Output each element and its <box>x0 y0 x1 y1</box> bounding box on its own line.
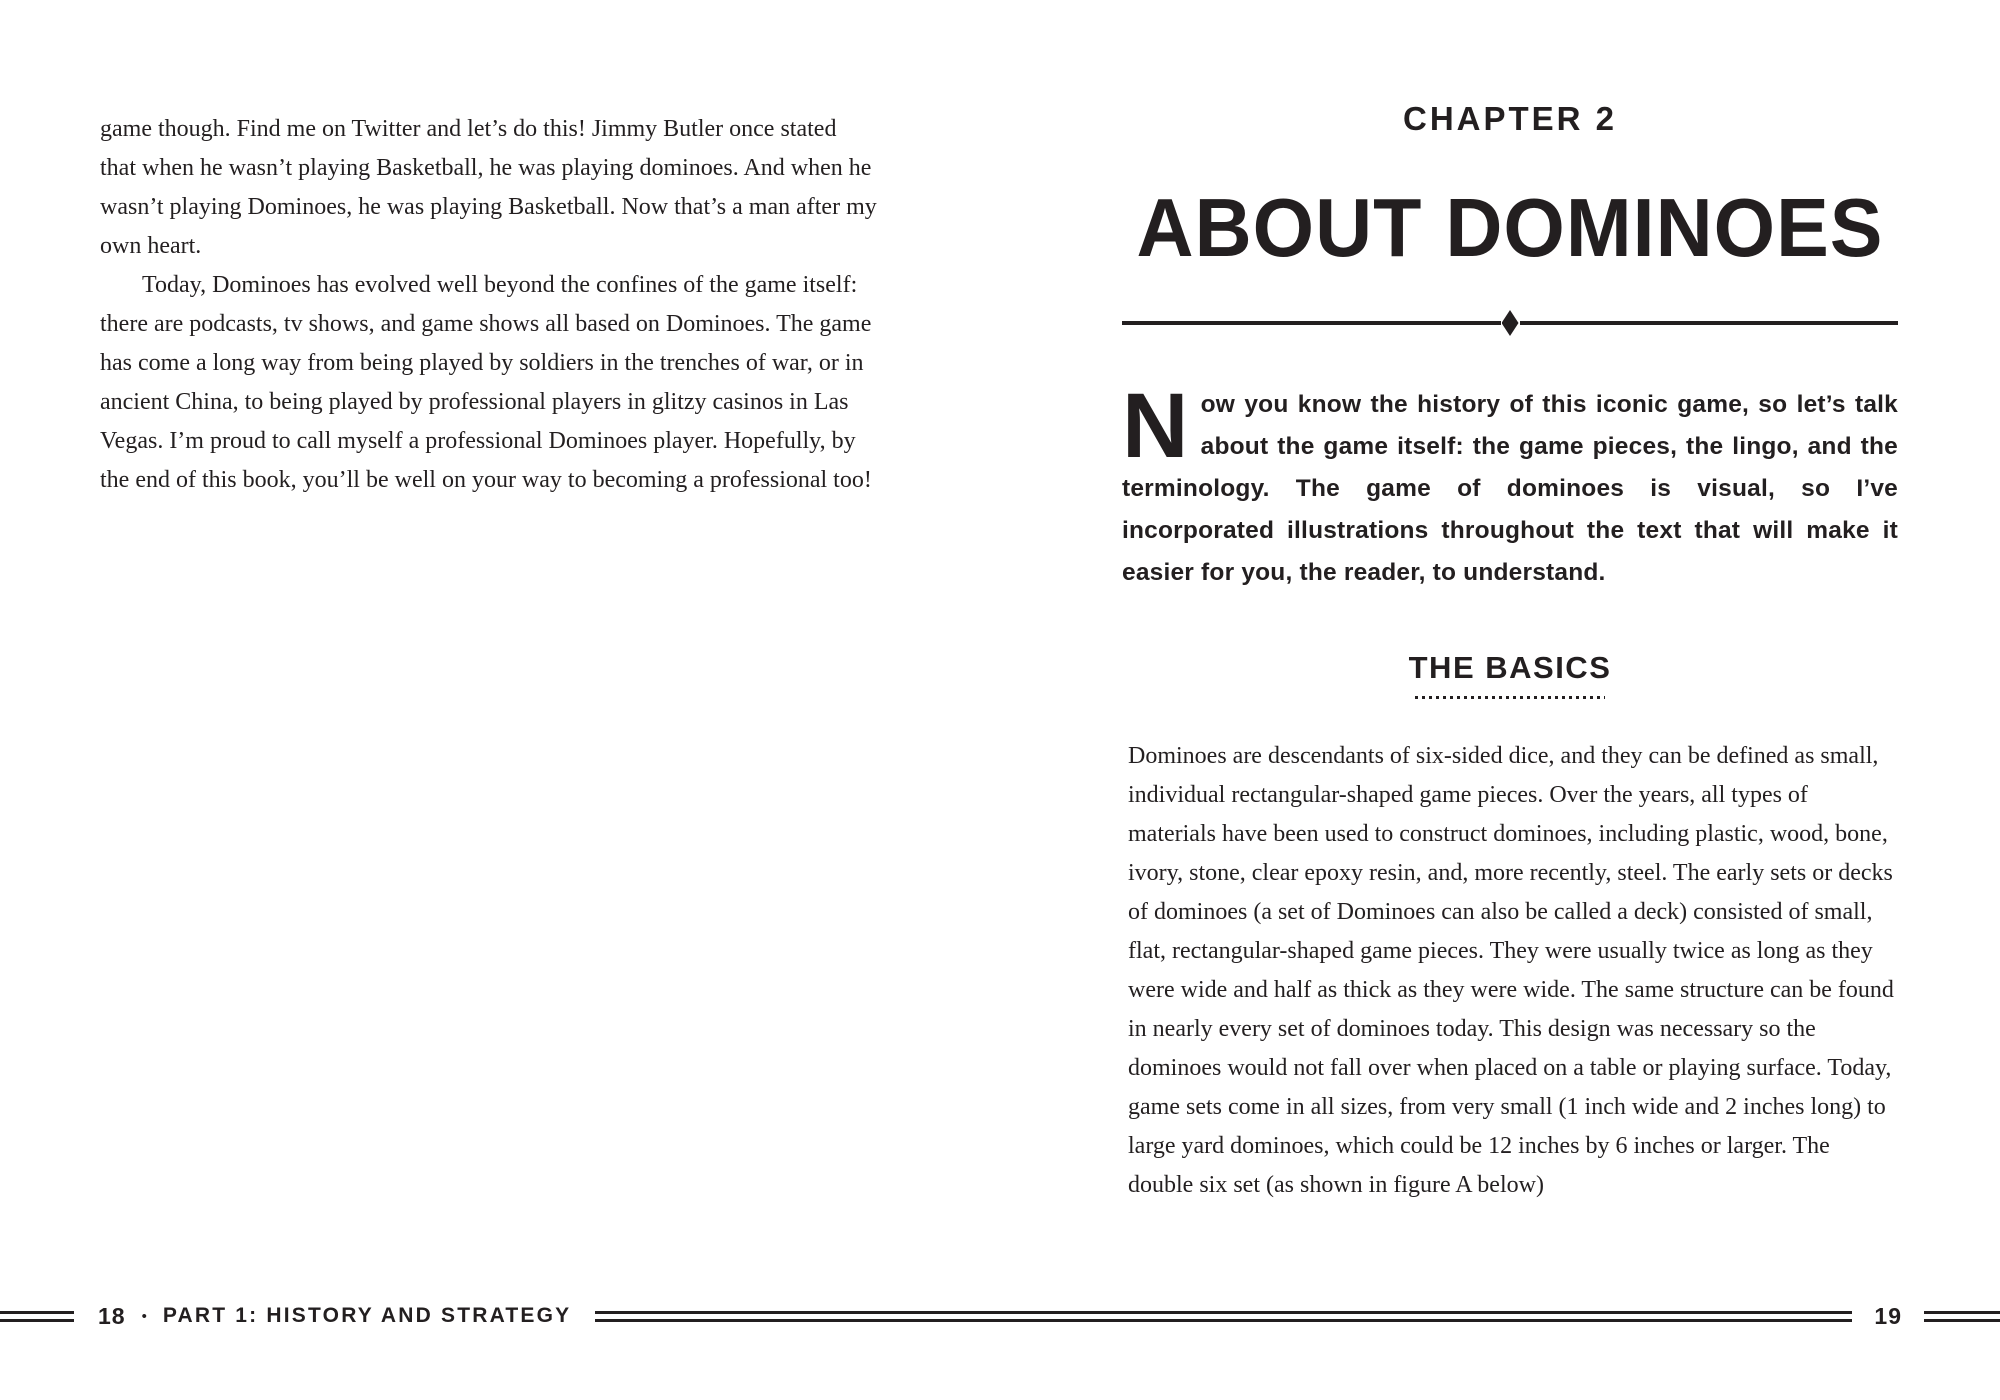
divider-line-left <box>1122 321 1501 325</box>
intro-text: ow you know the history of this iconic game, so let’s talk about the game itself: the game pieces, the lingo, and the terminology. The game of dominoes is visual, so I’ve incorporated illustrations throughout the text that will make it easier for you, the reader, to understand. <box>1122 391 1898 586</box>
footer <box>0 1303 2000 1329</box>
page-number-left: 18 <box>98 1302 126 1329</box>
footer-rule-right-edge <box>1924 1311 2000 1322</box>
dotted-underline <box>1415 696 1605 699</box>
body-paragraph: Today, Dominoes has evolved well beyond the confines of the game itself: there are podcasts, tv shows, and game shows all based on Dominoes. The game has come a long way from being played by soldiers in the trenches of war, or in ancient China, to being played by professional players in glitzy casinos in Las Vegas. I’m proud to call myself a professional Dominoes player. Hopefully, by the end of this book, you’ll be well on your way to becoming a professional too! <box>100 272 872 493</box>
divider-line-right <box>1520 321 1899 325</box>
divider-rule <box>1122 310 1898 336</box>
footer-part-label: PART 1: HISTORY AND STRATEGY <box>162 1304 572 1327</box>
left-page-text-block <box>100 110 878 500</box>
section-heading-basics: THE BASICS <box>1408 650 1612 685</box>
drop-cap: N <box>1122 375 1189 477</box>
footer-bullet-icon: • <box>141 1307 147 1325</box>
chapter-title: ABOUT DOMINOES <box>1136 181 1884 274</box>
chapter-kicker: CHAPTER 2 <box>1402 100 1618 137</box>
intro-paragraph <box>1122 375 1898 594</box>
diamond-ornament-icon <box>1502 310 1519 336</box>
body-paragraph: Dominoes are descendants of six-sided dice, and they can be defined as small, individual rectangular-shaped game pieces. Over the years, all types of materials have been used to construct dominoes, including plastic, wood, bone, ivory, stone, clear epoxy resin, and, more recently, steel. The early sets or decks of dominoes (a set of Dominoes can also be called a deck) consisted of small, flat, rectangular-shaped game pieces. They were usually twice as long as they were wide and half as thick as they were wide. The same structure can be found in nearly every set of dominoes today. This design was necessary so the dominoes would not fall over when placed on a table or playing surface. Today, game sets come in all sizes, from very small (1 inch wide and 2 inches long) to large yard dominoes, which could be 12 inches by 6 inches or larger. The double six set (as shown in figure A below) <box>1128 743 1894 1198</box>
footer-rule-left-edge <box>0 1311 74 1322</box>
footer-right-text <box>1852 1303 1924 1330</box>
footer-left-text <box>74 1303 595 1330</box>
page-number-right: 19 <box>1874 1302 1902 1329</box>
footer-rule-middle <box>595 1311 1852 1322</box>
body-paragraph: game though. Find me on Twitter and let’s do this! Jimmy Butler once stated that when he wasn’t playing Basketball, he was playing dominoes. And when he wasn’t playing Dominoes, he was playing Basketball. Now that’s a man after my own heart. <box>100 116 877 259</box>
